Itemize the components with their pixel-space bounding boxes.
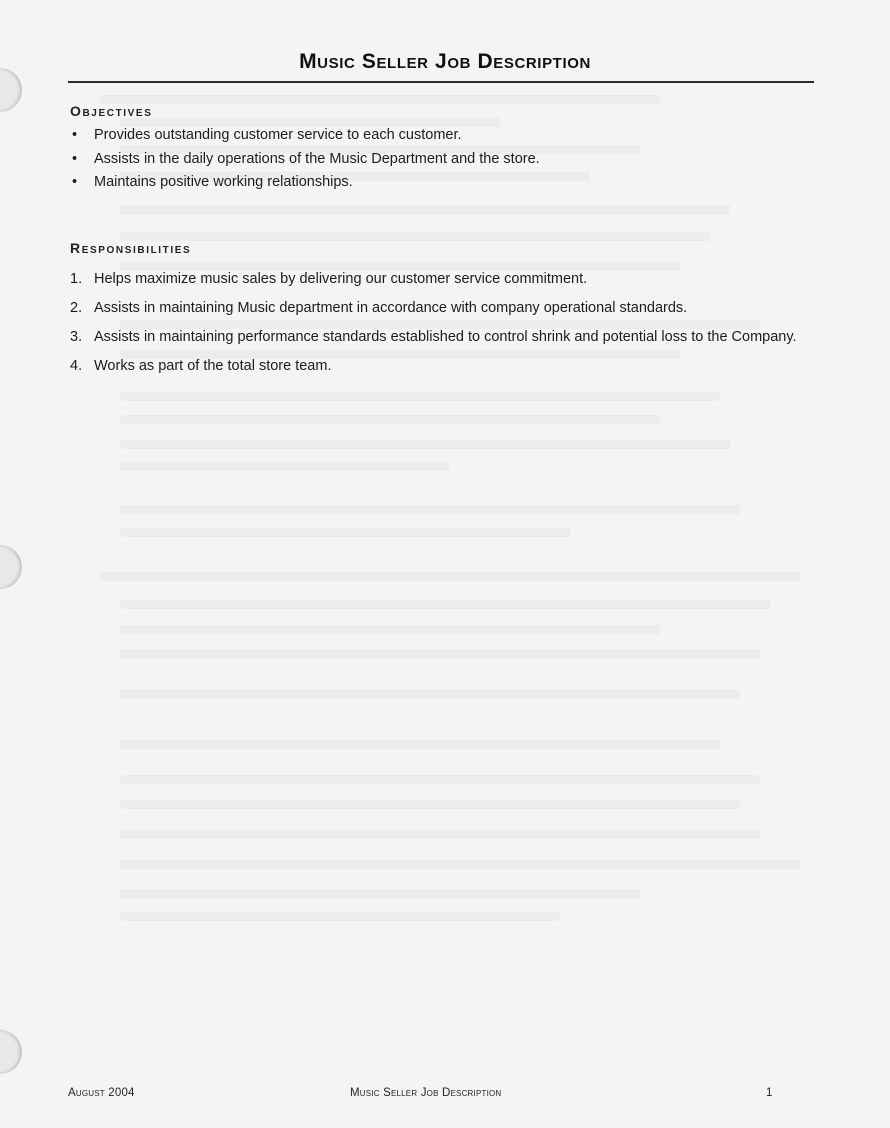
- binder-hole-middle: [0, 545, 22, 589]
- binder-hole-top: [0, 68, 22, 112]
- item-number: 4.: [70, 358, 83, 374]
- item-number: 1.: [70, 271, 83, 287]
- footer-date: August 2004: [68, 1087, 135, 1099]
- responsibility-item: [70, 328, 810, 346]
- responsibilities-list: [70, 270, 810, 386]
- objective-text: Provides outstanding customer service to each customer.: [94, 127, 462, 143]
- item-number: 3.: [70, 329, 83, 345]
- objective-item: [70, 150, 800, 168]
- objective-text: Maintains positive working relationships.: [94, 174, 353, 190]
- bullet-icon: •: [72, 127, 78, 143]
- objective-item: [70, 173, 800, 191]
- responsibility-text: Assists in maintaining performance standards established to control shrink and potential loss to the Company.: [94, 329, 797, 345]
- item-number: 2.: [70, 300, 83, 316]
- responsibilities-heading: Responsibilities: [70, 240, 192, 256]
- binder-hole-bottom: [0, 1030, 22, 1074]
- responsibility-item: [70, 299, 810, 317]
- objective-text: Assists in the daily operations of the Music Department and the store.: [94, 150, 540, 167]
- page-number: 1: [766, 1087, 773, 1099]
- objective-item: [70, 126, 800, 144]
- objectives-heading: Objectives: [70, 103, 153, 119]
- responsibility-text: Assists in maintaining Music department in accordance with company operational standards.: [94, 300, 688, 316]
- bullet-icon: •: [72, 174, 78, 190]
- page-title: Music Seller Job Description: [299, 50, 591, 73]
- responsibility-text: Works as part of the total store team.: [94, 358, 332, 374]
- footer-title: Music Seller Job Description: [350, 1087, 502, 1099]
- bullet-icon: •: [72, 150, 78, 167]
- title-underline: [68, 81, 814, 83]
- responsibility-item: [70, 357, 810, 375]
- responsibility-text: Helps maximize music sales by delivering our customer service commitment.: [94, 271, 588, 287]
- responsibility-item: [70, 270, 810, 288]
- objectives-list: [70, 126, 800, 197]
